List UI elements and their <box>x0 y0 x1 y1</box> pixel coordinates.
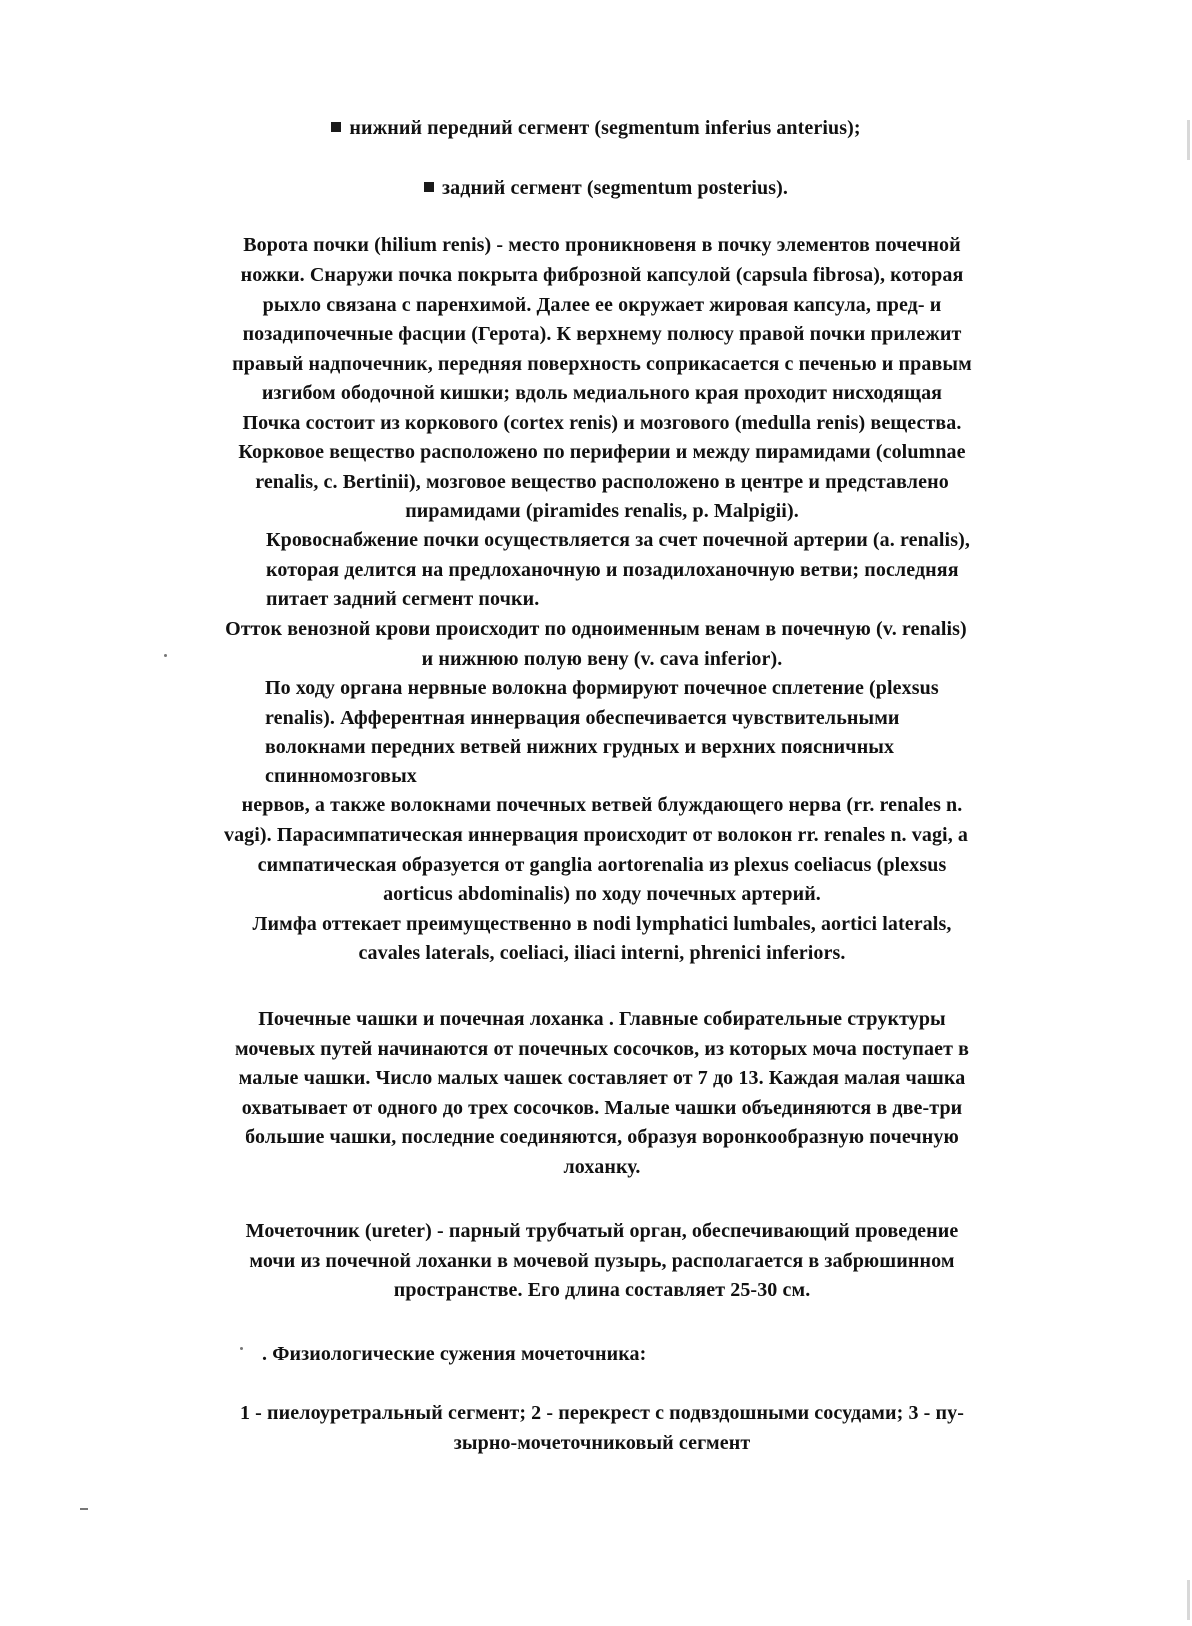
scan-speck <box>164 654 167 657</box>
paragraph-line: Почка состоит из коркового (cortex renis) и мозгового (medulla renis) вещества. <box>242 412 962 434</box>
paragraph-line: 1 - пиелоуретральный сегмент; 2 - перекрест с подвздошными сосудами; 3 - пу- <box>239 1402 965 1424</box>
paragraph-line: Кровоснабжение почки осуществляется за счет почечной артерии (a. renalis), <box>266 529 970 551</box>
paragraph-line: renalis). Афферентная иннервация обеспечивается чувствительными <box>265 707 900 729</box>
paragraph-line: изгибом ободочной кишки; вдоль медиального края проходит нисходящая <box>261 382 943 404</box>
square-bullet-icon <box>424 182 434 192</box>
paragraph-line: большие чашки, последние соединяются, образуя воронкообразную почечную <box>245 1126 959 1148</box>
paragraph-line: рыхло связана с паренхимой. Далее ее окружает жировая капсула, пред- и <box>262 294 942 316</box>
paragraph-line: зырно-мочеточниковый сегмент <box>453 1432 751 1454</box>
paragraph-line: которая делится на предлоханочную и позадилоханочную ветви; последняя <box>266 559 959 581</box>
paragraph-line: Ворота почки (hilium renis) - место проникновеня в почку элементов почечной <box>243 234 961 256</box>
scan-speck <box>80 1508 88 1510</box>
bullet-item-posterior-segment: задний сегмент (segmentum posterius). <box>0 173 1192 203</box>
paragraph-line: vagi). Парасимпатическая иннервация происходит от волокон rr. renales n. vagi, а <box>223 824 969 846</box>
paragraph-line: правый надпочечник, передняя поверхность соприкасается с печенью и правым <box>232 353 972 375</box>
scan-edge-shadow <box>1187 120 1190 160</box>
paragraph-line: Лимфа оттекает преимущественно в nodi lymphatici lumbales, aortici laterals, <box>252 913 952 935</box>
paragraph-line: пирамидами (piramides renalis, p. Malpigii). <box>405 500 799 522</box>
paragraph-line: По ходу органа нервные волокна формируют почечное сплетение (plexsus <box>265 677 939 699</box>
paragraph-line: нервов, а также волокнами почечных ветвей блуждающего нерва (rr. renales n. <box>241 794 963 816</box>
paragraph-line: симпатическая образуется от gangliа aortorenalia из plexus coeliacus (plexsus <box>257 854 947 876</box>
paragraph-line: Корковое вещество расположено по периферии и между пирамидами (columnae <box>238 441 966 463</box>
paragraph-line: лоханку. <box>563 1156 641 1178</box>
paragraph-line: ножки. Снаружи почка покрыта фиброзной капсулой (capsula fibrosa), которая <box>240 264 964 286</box>
paragraph-line: cavales laterals, coeliaci, iliaci interni, phrenici inferiors. <box>358 942 846 964</box>
paragraph-line: спинномозговых <box>265 765 417 787</box>
paragraph-line: и нижнюю полую вену (v. cava inferior). <box>421 648 783 670</box>
paragraph-line: мочи из почечной лоханки в мочевой пузырь, располагается в забрюшинном <box>249 1250 955 1272</box>
paragraph-line: Отток венозной крови происходит по одноименным венам в почечную (v. renalis) <box>225 618 967 640</box>
section-heading: . Физиологические сужения мочеточника: <box>262 1343 647 1365</box>
paragraph-line: малые чашки. Число малых чашек составляет от 7 до 13. Каждая малая чашка <box>238 1067 966 1089</box>
bullet-item-lower-anterior-segment: нижний передний сегмент (segmentum inferius anterius); <box>0 113 1192 143</box>
paragraph-line: питает задний сегмент почки. <box>266 588 540 610</box>
square-bullet-icon <box>331 122 341 132</box>
paragraph-line: охватывает от одного до трех сосочков. Малые чашки объединяются в две-три <box>241 1097 963 1119</box>
paragraph-line: Мочеточник (ureter) - парный трубчатый орган, обеспечивающий проведение <box>245 1220 959 1242</box>
scan-edge-shadow <box>1187 1580 1190 1620</box>
paragraph-line: renalis, c. Bertinii), мозговое вещество расположено в центре и представлено <box>255 471 949 493</box>
paragraph-line: пространстве. Его длина составляет 25-30 см. <box>393 1279 811 1301</box>
paragraph-line: Почечные чашки и почечная лоханка . Главные собирательные структуры <box>258 1008 946 1030</box>
paragraph-line: позадипочечные фасции (Герота). К верхнему полюсу правой почки прилежит <box>242 323 962 345</box>
paragraph-line: мочевых путей начинаются от почечных сосочков, из которых моча поступает в <box>234 1038 970 1060</box>
scan-speck <box>240 1347 243 1350</box>
paragraph-line: aorticus abdominalis) по ходу почечных артерий. <box>383 883 821 905</box>
paragraph-line: волокнами передних ветвей нижних грудных и верхних поясничных <box>265 736 895 758</box>
